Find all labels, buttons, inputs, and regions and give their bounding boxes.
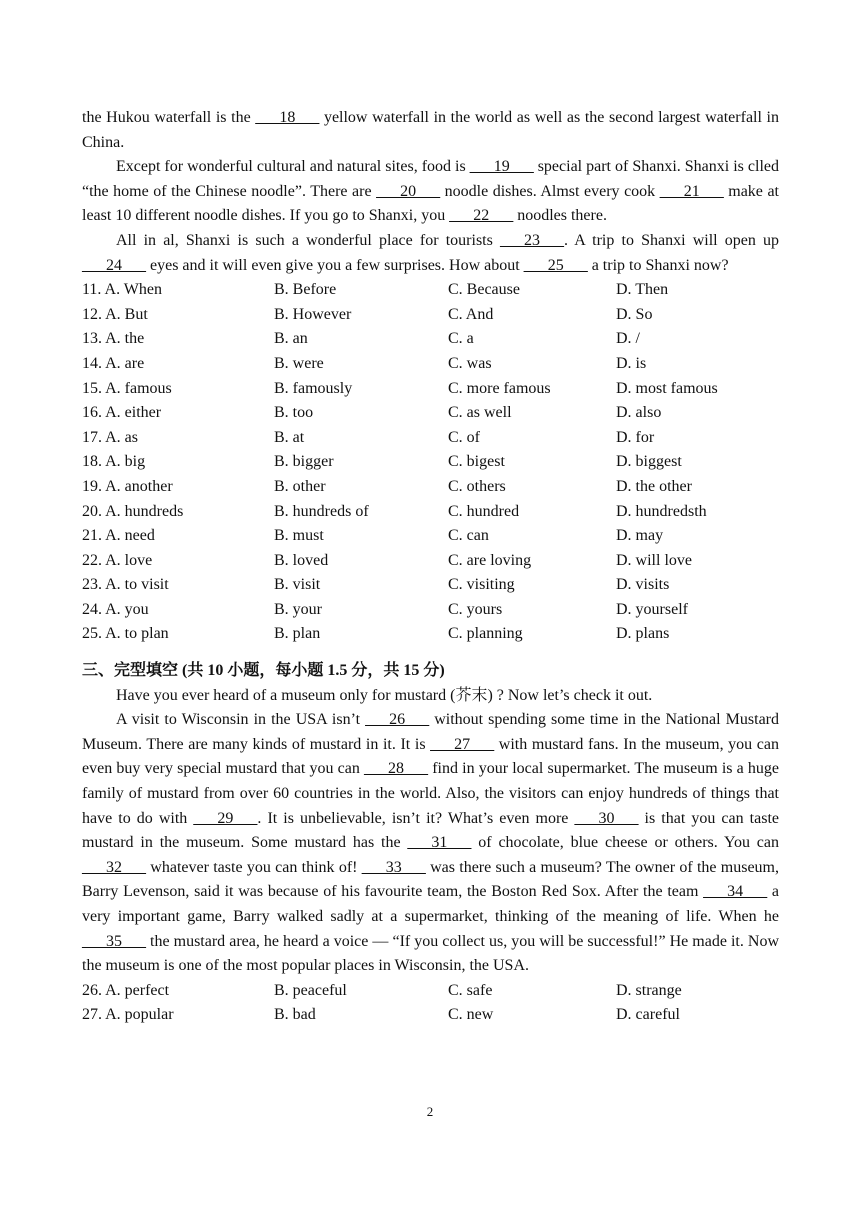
option-choice: C. more famous [448,379,551,397]
option-choice: 12. A. But [82,305,148,323]
option-choice: C. planning [448,625,523,643]
option-choice: C. yours [448,600,503,618]
option-choice: 20. A. hundreds [82,502,184,520]
option-choice: D. may [616,527,664,545]
option-choice: C. are loving [448,551,532,569]
option-choice: B. peaceful [274,981,347,999]
option-choice: B. an [274,330,308,348]
option-choice: C. new [448,1006,494,1024]
option-choice: D. biggest [616,453,682,471]
option-choice: D. hundredsth [616,502,707,520]
text-run: noodle dishes. Almst every cook [440,182,660,200]
text-run: a very important game, Barry walked sadly at a supermarket, thinking of the meaning of life. When he [82,883,780,925]
answer-blank: ___19___ [469,158,534,176]
option-choice: C. Because [448,281,520,299]
answer-blank: ___29___ [193,809,258,827]
option-choice: D. So [616,305,653,323]
option-row [82,598,779,623]
option-choice: C. a [448,330,474,348]
option-choice: B. plan [274,625,321,643]
option-choice: 14. A. are [82,354,145,372]
answer-blank: ___28___ [364,760,429,778]
option-choice: B. hundreds of [274,502,369,520]
option-row [82,450,779,475]
option-choice: 21. A. need [82,527,155,545]
option-row [82,524,779,549]
option-row [82,278,779,303]
text-run: A visit to Wisconsin in the USA isn’t [116,711,366,729]
answer-blank: ___31___ [407,834,472,852]
text-run: the Hukou waterfall is the [82,109,256,126]
option-choice: 16. A. either [82,404,162,422]
option-choice: D. careful [616,1006,680,1024]
option-choice: D. most famous [616,379,718,397]
option-choice: B. your [274,600,322,618]
s2-paragraph-3 [82,229,779,278]
text-run: without spending some time in the National Mustard Museum. There are many kinds of mustard in it. It is [82,711,779,753]
s2-paragraph-2 [82,155,779,229]
text-run: . A trip to Shanxi will open up [564,231,780,249]
option-choice: 22. A. love [82,551,153,569]
option-choice: 15. A. famous [82,379,172,397]
option-choice: C. visiting [448,576,515,594]
answer-blank: ___20___ [376,182,441,200]
text-run: Have you ever heard of a museum only for mustard (芥末) ? Now let’s check it out. [116,686,653,704]
section-3-heading: 三、完型填空 (共 10 小题，每小题 1.5 分，共 15 分) [82,662,445,680]
s2-paragraph-1 [82,106,779,155]
option-choice: D. strange [616,981,682,999]
option-choice: B. must [274,527,324,545]
option-choice: D. will love [616,551,692,569]
option-row [82,475,779,500]
option-choice: B. Before [274,281,337,299]
text-run: special part of Shanxi. Shanxi is clled “the home of the Chinese noodle”. There are [82,158,780,200]
option-row [82,500,779,525]
answer-blank: ___25___ [523,256,588,274]
option-choice: 25. A. to plan [82,625,169,643]
option-choice: B. at [274,428,305,446]
text-run: find in your local supermarket. The museum is a huge family of mustard from over 60 countries in the world. Also, the visitors can enjoy hundreds of things that have to do with [82,760,779,827]
s3-options [82,979,779,1028]
option-choice: C. bigest [448,453,505,471]
option-choice: 26. A. perfect [82,981,170,999]
option-row [82,622,779,647]
option-choice: D. for [616,428,655,446]
option-choice: D. visits [616,576,670,594]
text-run: . It is unbelievable, isn’t it? What’s even more [257,809,575,827]
answer-blank: ___18___ [255,109,320,126]
text-run: the mustard area, he heard a voice — “If you collect us, you will be successful!” He made it. Now the museum is one of the most popular places in Wisconsin, the USA. [82,932,779,975]
text-run: is that you can taste mustard in the museum. Some mustard has the [82,809,779,852]
option-choice: 13. A. the [82,330,145,348]
answer-blank: ___21___ [659,182,724,200]
option-choice: B. bad [274,1006,316,1024]
option-row [82,303,779,328]
answer-blank: ___34___ [703,883,768,901]
option-choice: B. loved [274,551,329,569]
s3-paragraph-1 [82,684,779,709]
text-run: All in al, Shanxi is such a wonderful place for tourists [116,231,501,249]
option-choice: C. as well [448,404,512,422]
answer-blank: ___35___ [82,932,146,950]
option-choice: C. was [448,354,492,372]
answer-blank: ___23___ [500,231,565,249]
s3-paragraph-2 [82,708,779,979]
option-choice: 11. A. When [82,281,162,299]
option-choice: C. hundred [448,502,520,520]
option-choice: 18. A. big [82,453,146,471]
text-run: a trip to Shanxi now? [587,256,729,274]
option-choice: 23. A. to visit [82,576,169,594]
option-choice: B. other [274,477,326,495]
page-content [82,106,779,1028]
option-choice: D. the other [616,477,692,495]
text-run: yellow waterfall in the world as well as the second largest waterfall in China. [82,109,780,151]
text-run: whatever taste you can think of! [146,858,362,876]
answer-blank: ___22___ [449,207,514,225]
option-choice: C. can [448,527,489,545]
text-run: make at least 10 different noodle dishes. If you go to Shanxi, you [82,182,779,225]
option-row [82,1003,779,1028]
option-choice: D. yourself [616,600,688,618]
option-choice: D. also [616,404,662,422]
text-run: eyes and it will even give you a few surprises. How about [146,256,524,274]
page-number: 2 [426,1104,434,1119]
text-run: noodles there. [513,207,607,225]
answer-blank: ___30___ [574,809,639,827]
option-choice: D. / [616,330,640,348]
option-row [82,549,779,574]
option-row [82,352,779,377]
option-choice: D. is [616,354,647,372]
option-choice: D. plans [616,625,670,643]
answer-blank: ___24___ [82,256,146,274]
option-choice: 27. A. popular [82,1006,174,1024]
option-row [82,979,779,1004]
option-choice: B. too [274,404,314,422]
option-choice: 24. A. you [82,600,149,618]
option-row [82,401,779,426]
option-choice: C. others [448,477,506,495]
option-row [82,426,779,451]
text-run: was there such a museum? The owner of the museum, Barry Levenson, said it was because of his favourite team, the Boston Red Sox. After the team [82,858,780,901]
option-choice: C. of [448,428,480,446]
option-choice: B. famously [274,379,353,397]
option-choice: B. However [274,305,352,323]
option-choice: B. visit [274,576,321,594]
answer-blank: ___32___ [82,858,146,876]
option-choice: D. Then [616,281,669,299]
option-choice: B. were [274,354,324,372]
option-row [82,327,779,352]
text-run: with mustard fans. In the museum, you can even buy very special mustard that you can [82,735,779,778]
text-run: of chocolate, blue cheese or others. You can [471,834,780,852]
option-row [82,573,779,598]
option-row [82,377,779,402]
option-choice: C. safe [448,981,493,999]
option-choice: C. And [448,305,494,323]
option-choice: 17. A. as [82,428,138,446]
option-choice: 19. A. another [82,477,173,495]
answer-blank: ___26___ [365,711,430,729]
s2-options [82,278,779,647]
answer-blank: ___27___ [430,735,495,753]
option-choice: B. bigger [274,453,334,471]
text-run: Except for wonderful cultural and natural sites, food is [116,158,470,176]
answer-blank: ___33___ [361,858,426,876]
